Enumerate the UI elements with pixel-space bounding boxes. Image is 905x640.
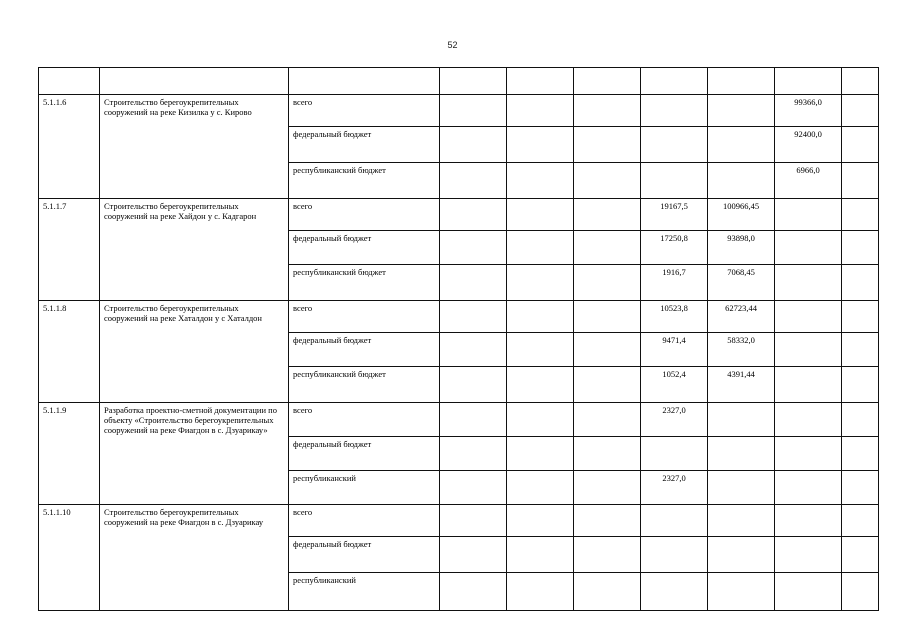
value-cell: 19167,5 [641,199,708,231]
item-name: Строительство берегоукрепительных сооружений на реке Фиагдон в с. Дзуарикау [100,505,289,611]
table-row [39,199,879,231]
item-name: Строительство берегоукрепительных сооружений на реке Кизилка у с. Кирово [100,95,289,199]
funding-source: всего [289,301,440,333]
value-cell: 92400,0 [775,127,842,163]
item-name: Разработка проектно-сметной документации по объекту «Строительство берегоукрепительных сооружений на реке Фиагдон в с. Дзуарикау» [100,403,289,505]
item-name: Строительство берегоукрепительных сооружений на реке Хаталдон у с Хаталдон [100,301,289,403]
value-cell: 58332,0 [708,333,775,367]
value-cell: 99366,0 [775,95,842,127]
table-row [39,301,879,333]
funding-source: всего [289,199,440,231]
budget-table [38,67,879,611]
funding-source: республиканский [289,573,440,611]
funding-source: федеральный бюджет [289,231,440,265]
value-cell: 9471,4 [641,333,708,367]
value-cell [641,95,708,127]
funding-source: федеральный бюджет [289,537,440,573]
value-cell: 2327,0 [641,471,708,505]
table-row [39,505,879,537]
value-cell: 100966,45 [708,199,775,231]
value-cell [842,95,879,127]
item-name: Строительство берегоукрепительных сооружений на реке Хайдон у с. Кадгарон [100,199,289,301]
funding-source: республиканский [289,471,440,505]
funding-source: республиканский бюджет [289,265,440,301]
value-cell: 62723,44 [708,301,775,333]
value-cell: 2327,0 [641,403,708,437]
value-cell [641,127,708,163]
table-row [39,95,879,127]
value-cell [574,95,641,127]
value-cell: 93898,0 [708,231,775,265]
page-number: 52 [447,40,458,50]
funding-source: федеральный бюджет [289,127,440,163]
funding-source: республиканский бюджет [289,163,440,199]
funding-source: всего [289,403,440,437]
item-code: 5.1.1.9 [39,403,100,505]
funding-source: федеральный бюджет [289,437,440,471]
value-cell [708,127,775,163]
value-cell [507,95,574,127]
item-code: 5.1.1.10 [39,505,100,611]
value-cell [641,163,708,199]
value-cell: 6966,0 [775,163,842,199]
value-cell: 17250,8 [641,231,708,265]
value-cell [708,95,775,127]
item-code: 5.1.1.8 [39,301,100,403]
funding-source: республиканский бюджет [289,367,440,403]
item-code: 5.1.1.7 [39,199,100,301]
value-cell: 7068,45 [708,265,775,301]
value-cell: 1916,7 [641,265,708,301]
funding-source: всего [289,505,440,537]
funding-source: федеральный бюджет [289,333,440,367]
table-row [39,403,879,437]
value-cell: 4391,44 [708,367,775,403]
value-cell: 1052,4 [641,367,708,403]
value-cell [708,163,775,199]
funding-source: всего [289,95,440,127]
value-cell [440,95,507,127]
value-cell: 10523,8 [641,301,708,333]
continuation-row [39,68,879,95]
item-code: 5.1.1.6 [39,95,100,199]
